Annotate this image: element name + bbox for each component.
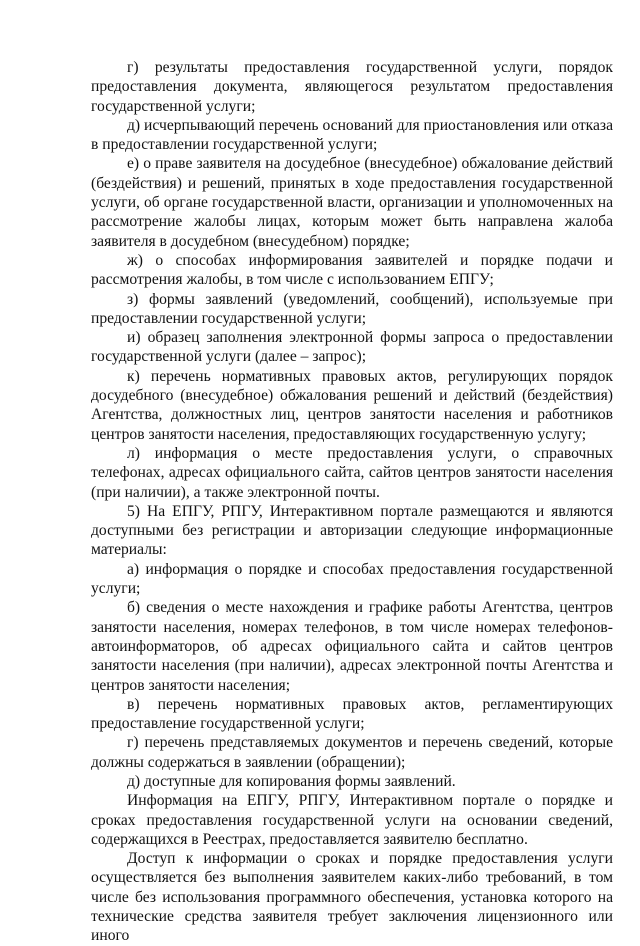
paragraph-z-application-forms: з) формы заявлений (уведомлений, сообщений), используемые при предоставлении государственной услуги; [91,290,613,327]
paragraph-e-appeal-right: е) о праве заявителя на досудебное (внесудебное) обжалование действий (бездействия) и решений, принятых в ходе предоставления государственной услуги, об органе государственной власти, организации и уполномоченных на рассмотрение жалобы лицах, которым может быть направлена жалоба заявителя в досудебном (внесудебном) порядке; [91,155,613,250]
paragraph-a-procedure-info: а) информация о порядке и способах предоставления государственной услуги; [91,560,613,598]
paragraph-5-portal-materials: 5) На ЕПГУ, РПГУ, Интерактивном портале размещаются и являются доступными без регистрации и авторизации следующие информационные материалы: [91,502,613,559]
paragraph-l-contact-info: л) информация о месте предоставления услуги, о справочных телефонах, адресах официального сайта, сайтов центров занятости населения (при наличии), а также электронной почты. [91,444,613,501]
paragraph-d-copyable-forms: д) доступные для копирования формы заявлений. [127,772,456,790]
paragraph-k-legal-acts: к) перечень нормативных правовых актов, регулирующих порядок досудебного (внесудебное) обжалования решений и действий (бездействия) Агентства, должностных лиц, центров занятости населения и работников центров занятости населения, предоставляющих государственную услугу; [91,367,613,443]
paragraph-free-information: Информация на ЕПГУ, РПГУ, Интерактивном портале о порядке и сроках предоставления государственной услуги на основании сведений, содержащихся в Реестрах, предоставляется заявителю бесплатно. [91,792,613,848]
paragraph-b-location-schedule: б) сведения о месте нахождения и графике работы Агентства, центров занятости населения, номерах телефонов, в том числе номерах телефонов-автоинформаторов, об адресах официального сайта и сайтов центров занятости населения (при наличии), адресах электронной почты Агентства и центров занятости населения; [91,599,613,694]
document-page [91,58,613,946]
paragraph-v-regulating-acts: в) перечень нормативных правовых актов, регламентирующих предоставление государственной услуги; [91,695,613,733]
paragraph-zh-informing-methods: ж) о способах информирования заявителей и порядке подачи и рассмотрения жалобы, в том числе с использованием ЕПГУ; [91,251,613,289]
paragraph-g-documents-list: г) перечень представляемых документов и перечень сведений, которые должны содержаться в заявлении (обращении); [91,734,613,771]
paragraph-g-results: г) результаты предоставления государственной услуги, порядок предоставления документа, являющегося результатом предоставления государственной услуги; [91,59,613,115]
paragraph-i-request-sample: и) образец заполнения электронной формы запроса о предоставлении государственной услуги (далее – запрос); [91,329,613,366]
paragraph-access-requirements: Доступ к информации о сроках и порядке предоставления услуги осуществляется без выполнения заявителем каких-либо требований, в том числе без использования программного обеспечения, установка которого на технические средства заявителя требует заключения лицензионного или иного [91,850,613,945]
paragraph-d-grounds-refusal: д) исчерпывающий перечень оснований для приостановления или отказа в предоставлении государственной услуги; [91,116,613,154]
